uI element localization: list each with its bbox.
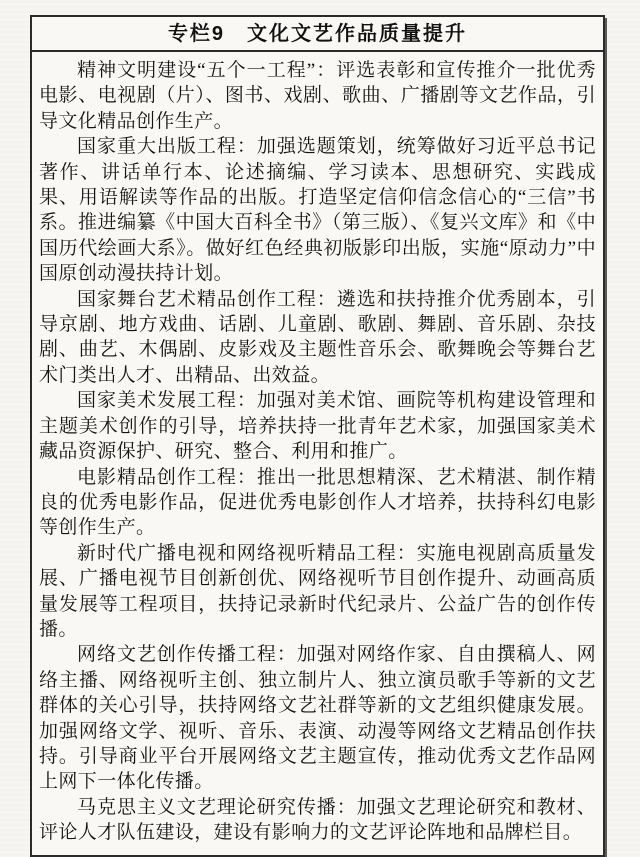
- column-title: 专栏9 文化文艺作品质量提升: [32, 17, 603, 52]
- paragraph-five-one-project: 精神文明建设“五个一工程”：评选表彰和宣传推介一批优秀电影、电视剧（片）、图书、戏剧、歌曲、广播剧等文艺作品，引导文化精品创作生产。: [39, 60, 596, 132]
- column-body: [32, 52, 603, 855]
- paragraph-online-literature-project: 网络文艺创作传播工程：加强对网络作家、自由撰稿人、网络主播、网络视听主创、独立制片人、独立演员歌手等新的文艺群体的关心引导，扶持网络文艺社群等新的文艺组织健康发展。加强网络文学、视听、音乐、表演、动漫等网络文艺精品创作扶持。引导商业平台开展网络文艺主题宣传，推动优秀文艺作品网上网下一体化传播。: [39, 644, 596, 793]
- column-box: [30, 15, 605, 857]
- paragraph-stage-arts-project: 国家舞台艺术精品创作工程：遴选和扶持推介优秀剧本，引导京剧、地方戏曲、话剧、儿童剧、歌剧、舞剧、音乐剧、杂技剧、曲艺、木偶剧、皮影戏及主题性音乐会、歌舞晚会等舞台艺术门类出人才、出精品、出效益。: [39, 288, 596, 386]
- paragraph-film-project: 电影精品创作工程：推出一批思想精深、艺术精湛、制作精良的优秀电影作品，促进优秀电影创作人才培养，扶持科幻电影等创作生产。: [39, 466, 596, 539]
- paragraph-marxist-theory-research: 马克思主义文艺理论研究传播：加强文艺理论研究和教材、评论人才队伍建设，建设有影响力的文艺评论阵地和品牌栏目。: [39, 796, 596, 844]
- paragraph-broadcast-network-project: 新时代广播电视和网络视听精品工程：实施电视剧高质量发展、广播电视节目创新创优、网络视听节目创作提升、动画高质量发展等工程项目，扶持记录新时代纪录片、公益广告的创作传播。: [39, 542, 596, 640]
- paragraph-fine-arts-project: 国家美术发展工程：加强对美术馆、画院等机构建设管理和主题美术创作的引导，培养扶持一批青年艺术家，加强国家美术藏品资源保护、研究、整合、利用和推广。: [39, 390, 596, 463]
- paragraph-national-publishing-project: 国家重大出版工程：加强选题策划，统筹做好习近平总书记著作、讲话单行本、论述摘编、学习读本、思想研究、实践成果、用语解读等作品的出版。打造坚定信仰信念信心的“三信”书系。推进编纂《中国大百科全书》（第三版）、《复兴文库》和《中国历代绘画大系》。做好红色经典初版影印出版，实施“原动力”中国原创动漫扶持计划。: [39, 136, 596, 285]
